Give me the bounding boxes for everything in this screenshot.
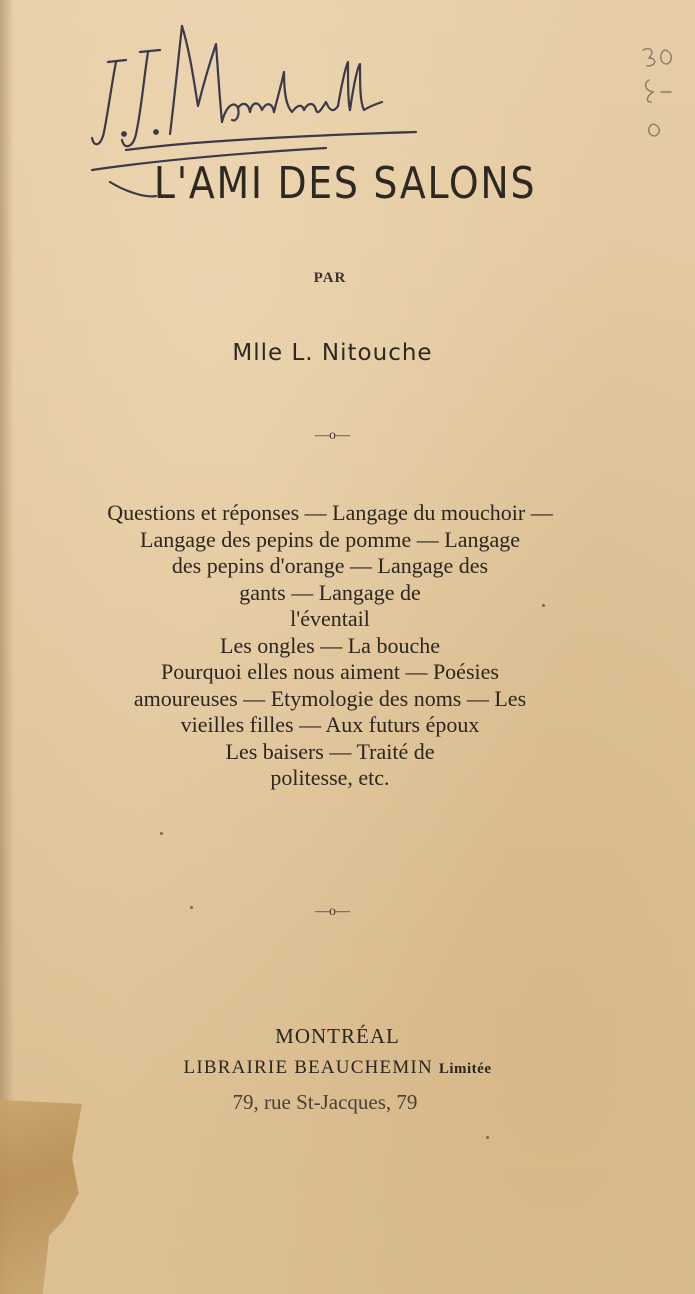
contents-line: vieilles filles — Aux futurs époux — [180, 712, 480, 737]
contents-line: Questions et réponses — Langage du mouchoir — — [107, 500, 553, 525]
contents-line: des pepins d'orange — Langage des — [171, 553, 489, 578]
paper-speck — [542, 604, 545, 607]
pencil-marks — [637, 40, 687, 150]
publisher-suffix: Limitée — [438, 1061, 492, 1077]
contents-line: Langage des pepins de pomme — Langage — [140, 526, 520, 552]
by-label: PAR — [313, 270, 347, 286]
separator-top: —o— — [315, 428, 350, 443]
contents-line: gants — Langage de — [239, 579, 421, 605]
publisher-address: 79, rue St-Jacques, 79 — [232, 1090, 418, 1114]
tape-remnant — [0, 1100, 82, 1294]
book-title: L'AMI DES SALONS — [153, 158, 537, 209]
contents-line: Les baisers — Traité de — [225, 738, 435, 764]
paper-speck — [190, 906, 193, 909]
publisher-line — [0, 1057, 675, 1079]
contents-line: politesse, etc. — [270, 765, 390, 790]
contents-line: amoureuses — Etymologie des noms — Les — [133, 685, 527, 711]
paper-speck — [160, 832, 163, 835]
separator-bottom: —o— — [315, 904, 350, 919]
contents-line: Pourquoi elles nous aiment — Poésies — [161, 659, 499, 684]
publisher-name: LIBRAIRIE BEAUCHEMIN — [183, 1057, 433, 1078]
contents-line: l'éventail — [290, 606, 370, 631]
publisher-city: MONTRÉAL — [275, 1024, 400, 1048]
contents-line: Les ongles — La bouche — [220, 632, 440, 658]
paper-speck — [486, 1136, 489, 1139]
author-name: Mlle L. Nitouche — [232, 340, 433, 366]
contents-list — [20, 500, 640, 792]
